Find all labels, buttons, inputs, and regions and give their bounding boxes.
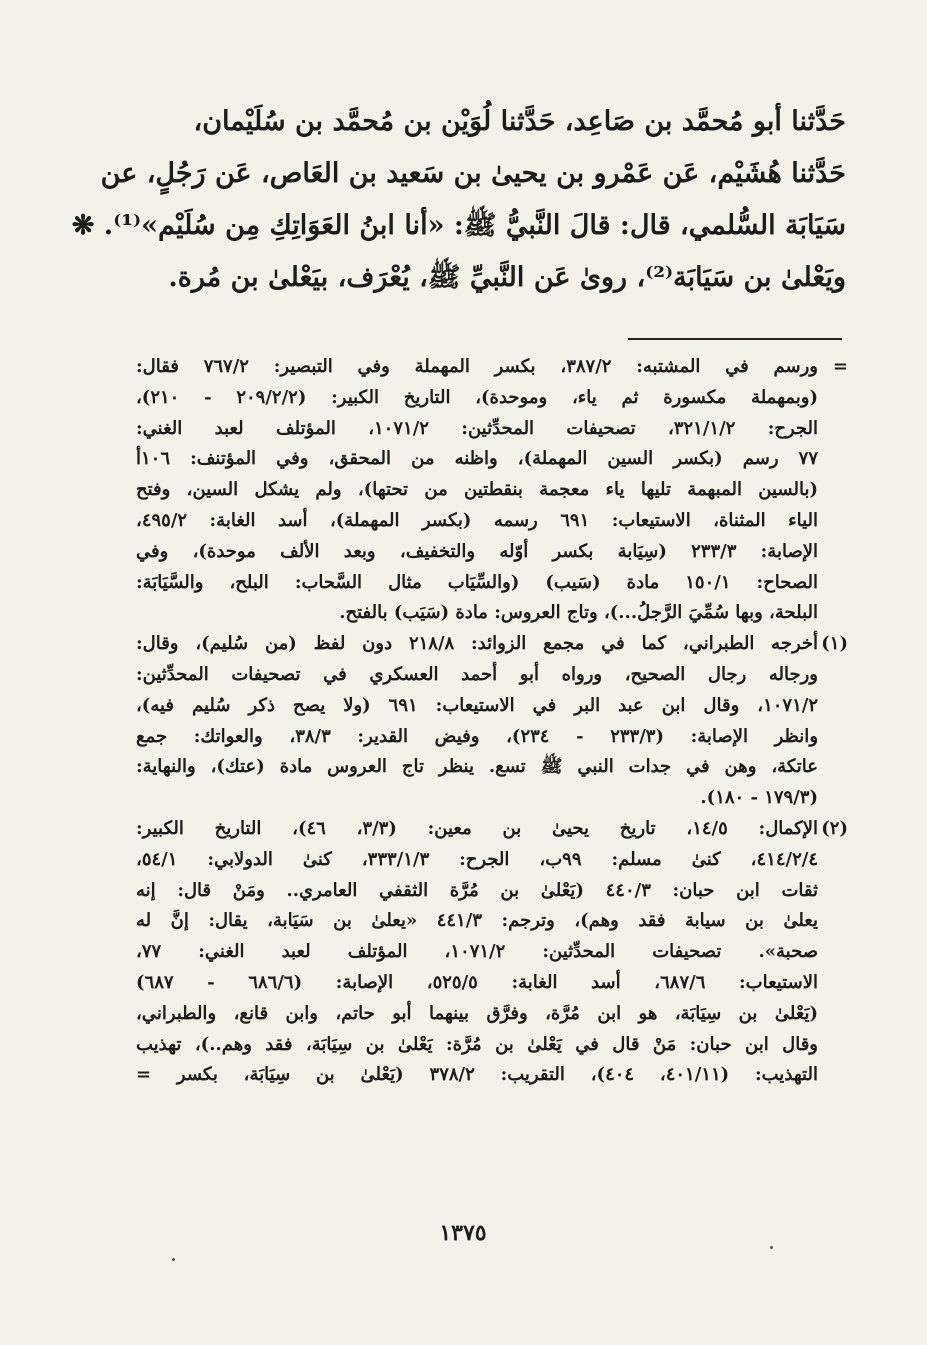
footnote-marker: =	[832, 356, 848, 377]
footnote-line: الإكمال: ١٤/٥، تاريخ يحيىٰ بن معين: (٣/٣، ٤٦)، التاريخ الكبير:	[136, 817, 819, 839]
footnote-line: ثقات ابن حبان: ٤٤٠/٣ (يَعْلىٰ بن مُرَّة الثقفي العامري.. ومَنْ قال: إنه	[136, 879, 819, 901]
main-text-line: سَيَابَة السُّلمي، قال: قالَ النَّبيُّ ﷺ: «أنا ابنُ العَوَاتِكِ مِن سُلَيْم»⁽¹⁾. ❋	[71, 210, 846, 241]
scan-speck	[172, 1258, 175, 1261]
footnote-line: وانظر الإصابة: (٢٣٣/٣ - ٢٣٤)، وفيض القدير: ٣٨/٣، والعواتك: جمع	[136, 725, 819, 747]
footnote-line: الإصابة: ٢٣٣/٣ (سِيَابة بكسر أوّله والتخفيف، وبعد الألف موحدة)، وفي	[136, 540, 819, 562]
main-text-line: ويَعْلىٰ بن سَيَابَة⁽²⁾، روىٰ عَن النَّبيِّ ﷺ، يُعْرَف، بيَعْلىٰ بن مُرة.	[168, 262, 846, 293]
footnote-line: الياء المثناة، الاستيعاب: ٦٩١ رسمه (بكسر المهملة)، أسد الغابة: ٤٩٥/٢،	[136, 509, 818, 531]
footnote-line: ٧٧ رسم (بكسر السين المهملة)، واظنه من المحقق، وفي المؤتنف: ١٠٦أ	[136, 448, 818, 470]
footnote-line: (١٧٩/٣ - ١٨٠).	[700, 787, 818, 809]
footnote-line: وقال ابن حبان: مَنْ قال في يَعْلىٰ بن مُرَّة: يَعْلىٰ بن سِيَابَة، فقد وهم..)، تهذيب	[136, 1033, 818, 1055]
footnote-line: ١٠٧١/٢، وقال ابن عبد البر في الاستيعاب: ٦٩١ (ولا يصح ذكر سُليم فيه)،	[136, 694, 818, 716]
footnote-line: الصحاح: ١٥٠/١ مادة (سَيب) (والسِّيَاب مثال السَّحاب: البلح، والسَّيَابَة:	[136, 571, 819, 593]
footnote-marker: (١)	[821, 633, 848, 655]
footnote-line: ٤١٤/٢/٤، كنىٰ مسلم: ٩٩ب، الجرح: ٣٣٣/١/٣، كنىٰ الدولابي: ٥٤/١،	[136, 848, 818, 870]
scan-speck	[770, 1246, 773, 1249]
footnote-line: (وبمهملة مكسورة ثم ياء، وموحدة)، التاريخ الكبير: (٢٠٩/٢/٢ - ٢١٠)،	[136, 386, 818, 408]
main-text	[71, 96, 846, 304]
footnote-marker: (٢)	[821, 817, 848, 839]
footnote-line: ورجاله رجال الصحيح، ورواه أبو أحمد العسكري في تصحيفات المحدِّثين:	[136, 663, 818, 685]
footnotes	[136, 352, 848, 1091]
footnote-line: ورسم في المشتبه: ٣٨٧/٢، بكسر المهملة وفي التبصير: ٧٦٧/٢ فقال:	[136, 356, 818, 377]
footnote-line: الجرح: ٣٢١/١/٢، تصحيفات المحدِّثين: ١٠٧١/٢، المؤتلف لعبد الغني:	[136, 417, 818, 439]
footnote-line: (يَعْلىٰ بن سِيَابَة، هو ابن مُرَّة، وفرَّق بينهما أبو حاتم، وابن قانع، والطبراني،	[136, 1002, 818, 1024]
footnote-line: صحبة». تصحيفات المحدِّثين: ١٠٧١/٢، المؤتلف لعبد الغني: ٧٧،	[136, 941, 818, 963]
footnote-continuation	[136, 352, 848, 629]
footnote-separator	[628, 338, 842, 340]
footnote-line: البلحة، وبها سُمِّيَ الرَّجلُ...)، وتاج العروس: مادة (سَيَب) بالفتح.	[339, 602, 818, 624]
footnote-2	[136, 814, 848, 1091]
main-text-line: حَدَّثنا هُشَيْم، عَن عَمْرو بن يحيىٰ بن سَعيد بن العَاص، عَن رَجُلٍ، عن	[100, 158, 846, 189]
footnote-line: التهذيب: (٤٠١/١١، ٤٠٤)، التقريب: ٣٧٨/٢ (يَعْلىٰ بن سِيَابَة، بكسر =	[136, 1064, 818, 1086]
main-text-line: حَدَّثنا أبو مُحمَّد بن صَاعِد، حَدَّثنا لُوَيْن بن مُحمَّد بن سُلَيْمان،	[193, 106, 846, 137]
footnote-line: أخرجه الطبراني، كما في مجمع الزوائد: ٢١٨/٨ دون لفظ (من سُليم)، وقال:	[136, 633, 819, 655]
footnote-line: عاتكة، وهن في جدات النبي ﷺ تسع. ينظر تاج العروس مادة (عتك)، والنهاية:	[136, 756, 818, 778]
footnote-line: (بالسين المبهمة تليها ياء معجمة بنقطتين من تحتها)، ولم يشكل السين، وفتح	[136, 479, 818, 501]
page-number: ١٣٧٥	[439, 1220, 487, 1246]
footnote-1	[136, 629, 848, 814]
footnote-line: الاستيعاب: ٦٨٧/٦، أسد الغابة: ٥٢٥/٥، الإصابة: (٦٨٦/٦ - ٦٨٧)	[136, 971, 818, 993]
footnote-line: يعلىٰ بن سيابة فقد وهم)، وترجم: ٤٤١/٣ «يعلىٰ بن سَيَابة، يقال: إنَّ له	[136, 910, 818, 932]
